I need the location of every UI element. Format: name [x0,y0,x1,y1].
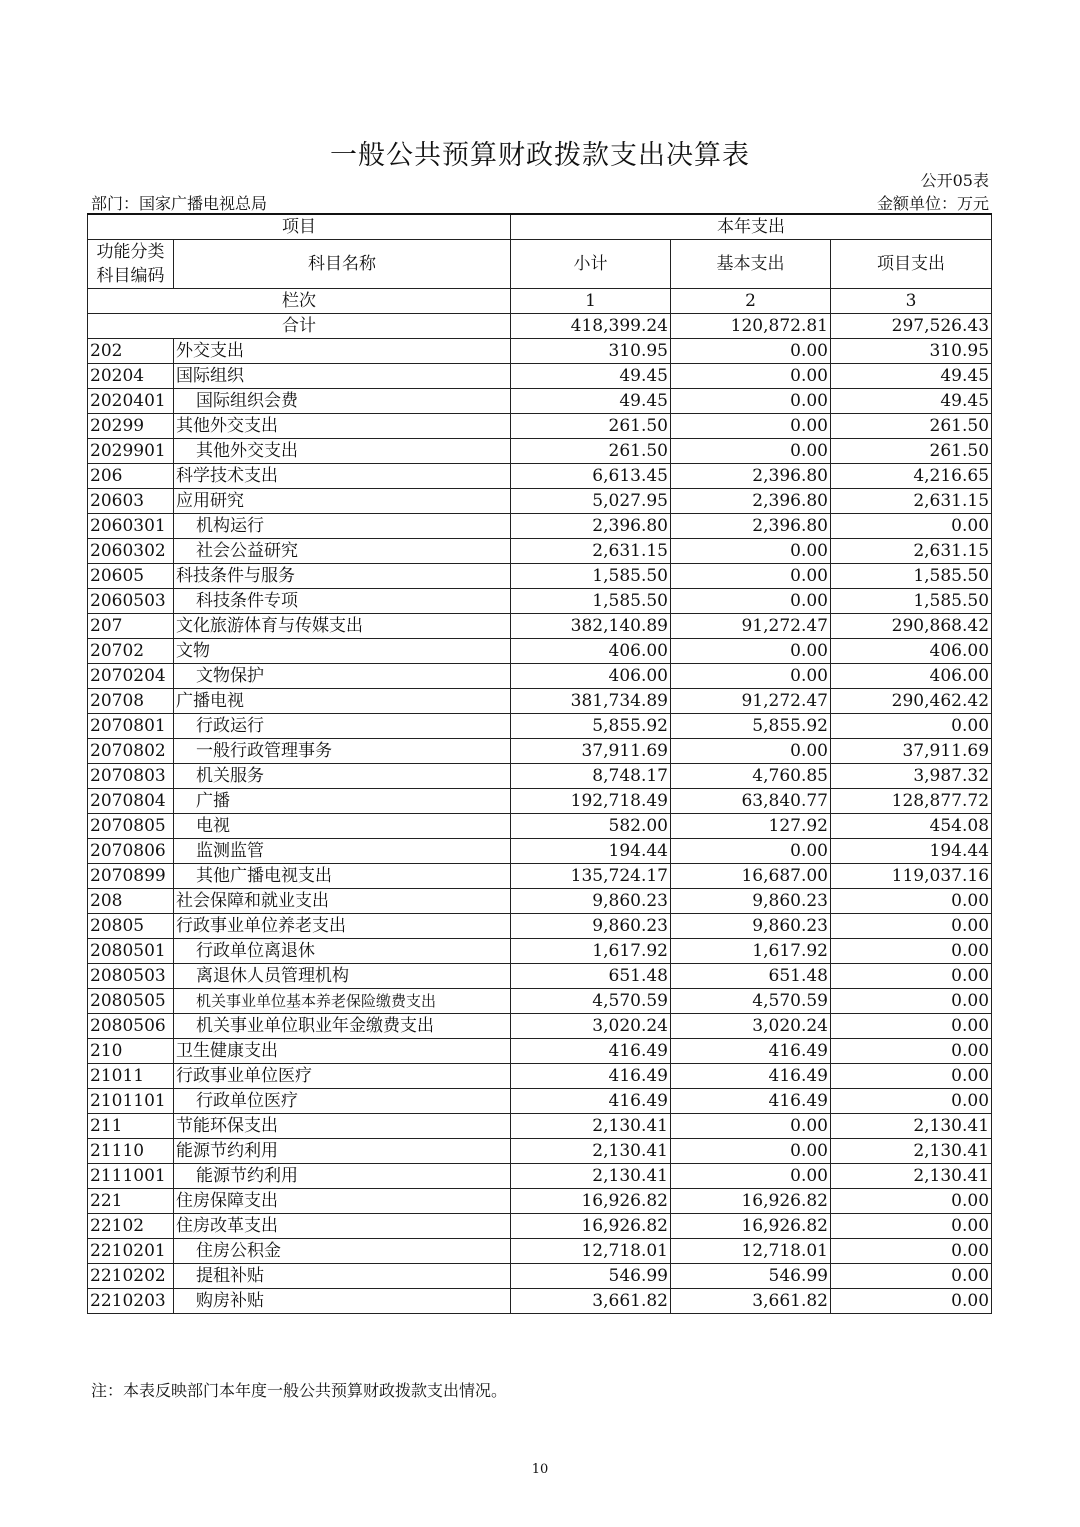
column-number-1: 1 [511,289,671,314]
table-row [88,514,992,539]
table-row [88,714,992,739]
row-subtotal: 406.00 [511,664,671,689]
row-code: 221 [88,1189,174,1214]
row-basic: 0.00 [671,589,831,614]
row-code: 2029901 [88,439,174,464]
table-row [88,439,992,464]
row-basic: 63,840.77 [671,789,831,814]
row-name: 能源节约利用 [174,1139,511,1164]
row-project: 0.00 [831,1039,992,1064]
row-basic: 16,926.82 [671,1189,831,1214]
row-name: 住房公积金 [174,1239,511,1264]
table-row [88,1164,992,1189]
row-basic: 9,860.23 [671,914,831,939]
row-basic: 416.49 [671,1039,831,1064]
table-row [88,539,992,564]
row-code: 202 [88,339,174,364]
row-project: 0.00 [831,914,992,939]
row-name: 住房保障支出 [174,1189,511,1214]
row-project: 0.00 [831,1264,992,1289]
row-basic: 0.00 [671,1139,831,1164]
row-basic: 3,020.24 [671,1014,831,1039]
row-subtotal: 2,396.80 [511,514,671,539]
row-code: 2070204 [88,664,174,689]
row-subtotal: 1,585.50 [511,589,671,614]
row-project: 128,877.72 [831,789,992,814]
row-basic: 0.00 [671,539,831,564]
row-project: 2,130.41 [831,1164,992,1189]
row-name: 一般行政管理事务 [174,739,511,764]
header-subtotal: 小计 [511,240,671,289]
row-project: 0.00 [831,1239,992,1264]
row-basic: 16,687.00 [671,864,831,889]
table-row [88,1114,992,1139]
header-current-year: 本年支出 [511,214,992,240]
row-subtotal: 194.44 [511,839,671,864]
row-project: 49.45 [831,389,992,414]
row-code: 2210202 [88,1264,174,1289]
row-basic: 3,661.82 [671,1289,831,1314]
row-project: 290,868.42 [831,614,992,639]
row-basic: 91,272.47 [671,689,831,714]
amount-unit-label: 金额单位：万元 [876,194,989,213]
header-basic: 基本支出 [671,240,831,289]
table-row [88,1064,992,1089]
row-code: 208 [88,889,174,914]
row-subtotal: 3,020.24 [511,1014,671,1039]
row-basic: 651.48 [671,964,831,989]
column-number-2: 2 [671,289,831,314]
row-project: 0.00 [831,964,992,989]
row-name: 监测监管 [174,839,511,864]
table-row [88,1089,992,1114]
row-code: 20702 [88,639,174,664]
row-code: 2210201 [88,1239,174,1264]
row-name: 行政事业单位养老支出 [174,914,511,939]
row-name: 广播电视 [174,689,511,714]
row-basic: 1,617.92 [671,939,831,964]
header-project: 项目支出 [831,240,992,289]
row-name: 应用研究 [174,489,511,514]
row-code: 20605 [88,564,174,589]
table-row [88,939,992,964]
row-code: 2070803 [88,764,174,789]
row-project: 2,631.15 [831,539,992,564]
column-number-3: 3 [831,289,992,314]
row-code: 210 [88,1039,174,1064]
row-name: 能源节约利用 [174,1164,511,1189]
table-row [88,564,992,589]
table-row [88,1289,992,1314]
row-code: 22102 [88,1214,174,1239]
header-code-line2: 科目编码 [96,266,165,286]
row-subtotal: 416.49 [511,1089,671,1114]
header-code-line1: 功能分类 [96,242,165,262]
row-name: 电视 [174,814,511,839]
row-subtotal: 261.50 [511,439,671,464]
row-project: 194.44 [831,839,992,864]
row-name: 外交支出 [174,339,511,364]
row-project: 261.50 [831,439,992,464]
row-name: 社会公益研究 [174,539,511,564]
row-code: 2060301 [88,514,174,539]
row-project: 0.00 [831,1014,992,1039]
row-project: 406.00 [831,639,992,664]
row-code: 20603 [88,489,174,514]
row-subtotal: 9,860.23 [511,914,671,939]
row-basic: 0.00 [671,564,831,589]
row-code: 2101101 [88,1089,174,1114]
row-subtotal: 1,617.92 [511,939,671,964]
row-subtotal: 2,631.15 [511,539,671,564]
row-basic: 0.00 [671,339,831,364]
table-row [88,489,992,514]
row-name: 文物保护 [174,664,511,689]
row-project: 0.00 [831,939,992,964]
header-row-group [88,214,992,240]
header-item: 项目 [88,214,511,240]
row-subtotal: 1,585.50 [511,564,671,589]
row-code: 2070804 [88,789,174,814]
row-subtotal: 6,613.45 [511,464,671,489]
table-row [88,1139,992,1164]
row-subtotal: 416.49 [511,1039,671,1064]
budget-table-body [88,214,992,1314]
table-row [88,764,992,789]
row-subtotal: 5,855.92 [511,714,671,739]
row-name: 其他广播电视支出 [174,864,511,889]
row-name: 机关事业单位职业年金缴费支出 [174,1014,511,1039]
row-project: 0.00 [831,889,992,914]
row-name: 行政事业单位医疗 [174,1064,511,1089]
row-basic: 0.00 [671,739,831,764]
row-basic: 2,396.80 [671,464,831,489]
row-project: 0.00 [831,1089,992,1114]
row-name: 行政单位离退休 [174,939,511,964]
row-code: 20204 [88,364,174,389]
row-basic: 4,760.85 [671,764,831,789]
row-project: 0.00 [831,1289,992,1314]
row-project: 0.00 [831,1214,992,1239]
row-project: 2,130.41 [831,1139,992,1164]
row-subtotal: 651.48 [511,964,671,989]
row-project: 49.45 [831,364,992,389]
row-project: 290,462.42 [831,689,992,714]
table-row [88,389,992,414]
row-code: 21110 [88,1139,174,1164]
row-project: 0.00 [831,1064,992,1089]
row-subtotal: 9,860.23 [511,889,671,914]
row-code: 21011 [88,1064,174,1089]
row-subtotal: 3,661.82 [511,1289,671,1314]
row-project: 4,216.65 [831,464,992,489]
row-name: 行政单位医疗 [174,1089,511,1114]
row-project: 0.00 [831,989,992,1014]
row-name: 其他外交支出 [174,414,511,439]
row-basic: 16,926.82 [671,1214,831,1239]
row-subtotal: 416.49 [511,1064,671,1089]
row-name: 行政运行 [174,714,511,739]
row-basic: 0.00 [671,1164,831,1189]
header-name: 科目名称 [174,240,511,289]
row-basic: 546.99 [671,1264,831,1289]
row-name: 国际组织会费 [174,389,511,414]
row-basic: 2,396.80 [671,489,831,514]
row-name: 机构运行 [174,514,511,539]
row-subtotal: 406.00 [511,639,671,664]
table-row [88,964,992,989]
total-row [88,314,992,339]
row-name: 机关服务 [174,764,511,789]
table-row [88,414,992,439]
table-row [88,664,992,689]
total-label: 合计 [88,314,511,339]
row-project: 0.00 [831,514,992,539]
row-code: 2070805 [88,814,174,839]
table-row [88,464,992,489]
column-number-row [88,289,992,314]
row-subtotal: 4,570.59 [511,989,671,1014]
row-code: 2070802 [88,739,174,764]
row-basic: 4,570.59 [671,989,831,1014]
row-project: 2,130.41 [831,1114,992,1139]
row-code: 20708 [88,689,174,714]
row-project: 1,585.50 [831,589,992,614]
table-row [88,639,992,664]
row-code: 2070899 [88,864,174,889]
row-name: 科技条件与服务 [174,564,511,589]
row-subtotal: 16,926.82 [511,1189,671,1214]
page-number: 10 [531,1462,549,1477]
table-row [88,614,992,639]
row-name: 住房改革支出 [174,1214,511,1239]
row-project: 406.00 [831,664,992,689]
row-name: 广播 [174,789,511,814]
row-code: 2070801 [88,714,174,739]
row-name: 科技条件专项 [174,589,511,614]
table-row [88,1039,992,1064]
table-row [88,839,992,864]
table-row [88,1014,992,1039]
row-basic: 0.00 [671,389,831,414]
row-name: 提租补贴 [174,1264,511,1289]
row-project: 119,037.16 [831,864,992,889]
row-project: 454.08 [831,814,992,839]
row-basic: 0.00 [671,439,831,464]
row-code: 20299 [88,414,174,439]
table-row [88,814,992,839]
row-basic: 0.00 [671,664,831,689]
row-subtotal: 381,734.89 [511,689,671,714]
row-subtotal: 16,926.82 [511,1214,671,1239]
row-subtotal: 546.99 [511,1264,671,1289]
row-name: 卫生健康支出 [174,1039,511,1064]
row-subtotal: 310.95 [511,339,671,364]
row-project: 1,585.50 [831,564,992,589]
row-basic: 2,396.80 [671,514,831,539]
column-number-label: 栏次 [88,289,511,314]
row-basic: 416.49 [671,1064,831,1089]
header-row-columns [88,240,992,289]
row-project: 0.00 [831,1189,992,1214]
total-basic: 120,872.81 [671,314,831,339]
table-row [88,989,992,1014]
row-subtotal: 8,748.17 [511,764,671,789]
form-number: 公开05表 [920,171,989,190]
row-code: 211 [88,1114,174,1139]
page-title: 一般公共预算财政拨款支出决算表 [330,140,750,171]
total-project: 297,526.43 [831,314,992,339]
row-code: 2060302 [88,539,174,564]
row-code: 2080503 [88,964,174,989]
row-name: 社会保障和就业支出 [174,889,511,914]
row-basic: 91,272.47 [671,614,831,639]
row-subtotal: 382,140.89 [511,614,671,639]
budget-table [87,213,992,1314]
row-name: 购房补贴 [174,1289,511,1314]
row-name: 文化旅游体育与传媒支出 [174,614,511,639]
row-name: 其他外交支出 [174,439,511,464]
row-code: 2070806 [88,839,174,864]
row-code: 2060503 [88,589,174,614]
row-name: 机关事业单位基本养老保险缴费支出 [174,989,511,1014]
department-label: 部门：国家广播电视总局 [91,194,268,213]
row-basic: 0.00 [671,639,831,664]
table-row [88,914,992,939]
row-project: 2,631.15 [831,489,992,514]
table-row [88,589,992,614]
row-name: 离退休人员管理机构 [174,964,511,989]
row-project: 261.50 [831,414,992,439]
row-code: 2080506 [88,1014,174,1039]
row-code: 20805 [88,914,174,939]
row-project: 0.00 [831,714,992,739]
table-row [88,1214,992,1239]
table-row [88,864,992,889]
row-project: 3,987.32 [831,764,992,789]
row-basic: 0.00 [671,1114,831,1139]
row-basic: 0.00 [671,414,831,439]
row-basic: 5,855.92 [671,714,831,739]
row-basic: 0.00 [671,364,831,389]
row-name: 国际组织 [174,364,511,389]
row-basic: 127.92 [671,814,831,839]
table-note: 注：本表反映部门本年度一般公共预算财政拨款支出情况。 [91,1381,508,1400]
row-basic: 416.49 [671,1089,831,1114]
row-subtotal: 2,130.41 [511,1164,671,1189]
row-basic: 0.00 [671,839,831,864]
row-subtotal: 5,027.95 [511,489,671,514]
row-code: 2210203 [88,1289,174,1314]
row-code: 2080501 [88,939,174,964]
row-code: 2020401 [88,389,174,414]
table-row [88,789,992,814]
row-project: 310.95 [831,339,992,364]
row-subtotal: 582.00 [511,814,671,839]
table-row [88,1264,992,1289]
row-subtotal: 49.45 [511,364,671,389]
table-row [88,889,992,914]
row-subtotal: 261.50 [511,414,671,439]
row-basic: 9,860.23 [671,889,831,914]
row-name: 节能环保支出 [174,1114,511,1139]
row-code: 207 [88,614,174,639]
row-code: 206 [88,464,174,489]
row-project: 37,911.69 [831,739,992,764]
header-code [88,240,174,289]
row-subtotal: 37,911.69 [511,739,671,764]
row-name: 科学技术支出 [174,464,511,489]
row-subtotal: 192,718.49 [511,789,671,814]
row-subtotal: 49.45 [511,389,671,414]
row-code: 2080505 [88,989,174,1014]
table-row [88,739,992,764]
total-subtotal: 418,399.24 [511,314,671,339]
row-subtotal: 2,130.41 [511,1114,671,1139]
row-subtotal: 12,718.01 [511,1239,671,1264]
table-row [88,689,992,714]
table-row [88,1189,992,1214]
row-basic: 12,718.01 [671,1239,831,1264]
row-name: 文物 [174,639,511,664]
row-code: 2111001 [88,1164,174,1189]
table-row [88,339,992,364]
table-row [88,1239,992,1264]
row-subtotal: 2,130.41 [511,1139,671,1164]
row-subtotal: 135,724.17 [511,864,671,889]
table-row [88,364,992,389]
